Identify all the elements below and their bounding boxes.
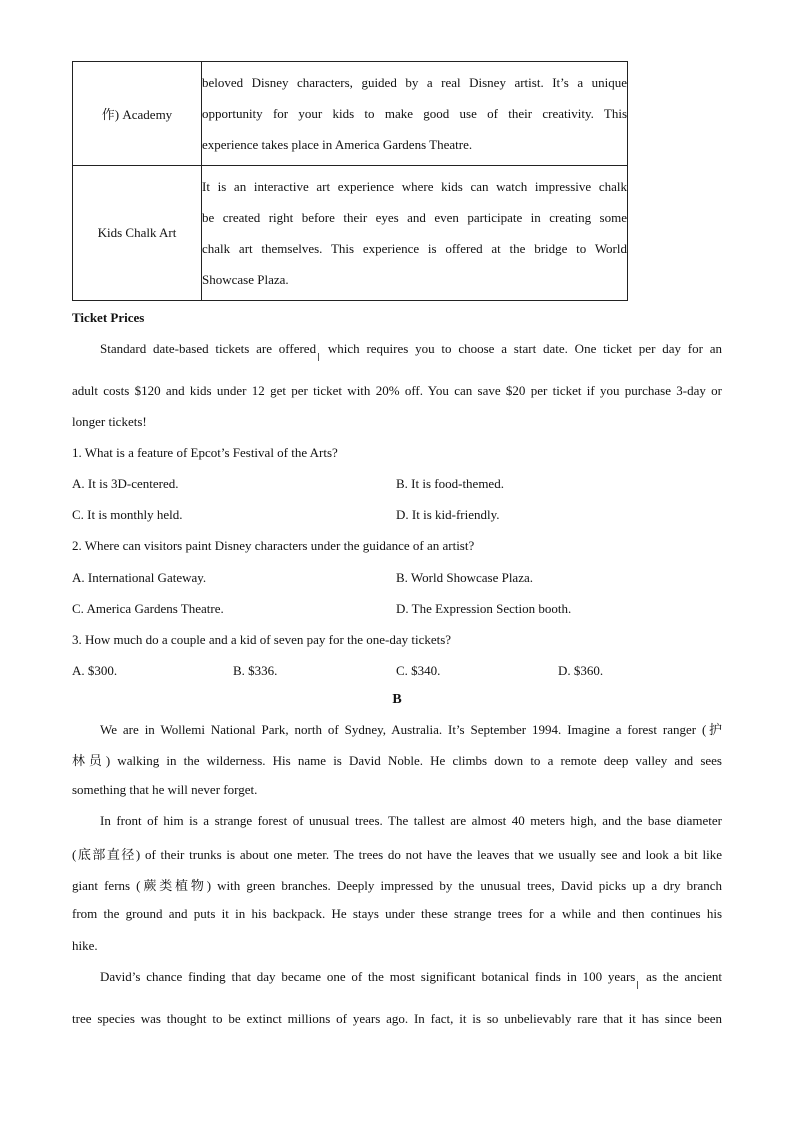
- passage-line: hike.: [72, 938, 98, 953]
- description-line: experience takes place in America Gardens Theatre.: [202, 137, 473, 152]
- passage-line: something that he will never forget.: [72, 782, 258, 797]
- passage-line-part: as the ancient: [646, 969, 723, 984]
- ticket-paragraph-line: [72, 341, 722, 361]
- answer-option: C. $340.: [396, 663, 441, 678]
- passage-line: giant ferns (蕨类植物) with green branches. Deeply impressed by the unusual trees, David picks up a dry branch: [72, 878, 722, 893]
- passage-line: In front of him is a strange forest of unusual trees. The tallest are almost 40 meters high, and the base diameter: [100, 813, 722, 828]
- event-name-cell: 作) Academy: [73, 62, 202, 166]
- ticket-prices-heading: Ticket Prices: [72, 310, 145, 325]
- description-line: It is an interactive art experience where kids can watch impressive chalk: [202, 179, 627, 194]
- ticket-paragraph-line: adult costs $120 and kids under 12 get per ticket with 20% off. You can save $20 per ticket if you purchase 3-day or: [72, 383, 722, 398]
- question-stem: 2. Where can visitors paint Disney characters under the guidance of an artist?: [72, 538, 475, 553]
- answer-option: A. It is 3D-centered.: [72, 476, 179, 491]
- table-row: [73, 166, 628, 301]
- event-description-cell: [202, 166, 628, 301]
- answer-option: C. It is monthly held.: [72, 507, 183, 522]
- answer-option: B. $336.: [233, 663, 278, 678]
- description-line: beloved Disney characters, guided by a real Disney artist. It’s a unique: [202, 75, 627, 90]
- passage-line: [72, 969, 722, 989]
- passage-line-part: David’s chance finding that day became one of the most significant botanical finds in 100 years: [100, 969, 636, 984]
- table-row: [73, 62, 628, 166]
- question-stem: 1. What is a feature of Epcot’s Festival of the Arts?: [72, 445, 338, 460]
- question-stem: 3. How much do a couple and a kid of seven pay for the one-day tickets?: [72, 632, 452, 647]
- answer-option: A. International Gateway.: [72, 570, 207, 585]
- events-table: [72, 61, 628, 301]
- description-line: chalk art themselves. This experience is offered at the bridge to World: [202, 241, 627, 256]
- ticket-line-part: Standard date-based tickets are offered: [100, 341, 317, 356]
- answer-option: B. It is food-themed.: [396, 476, 504, 491]
- ticket-paragraph-line: longer tickets!: [72, 414, 147, 429]
- event-description-cell: [202, 62, 628, 166]
- passage-line: tree species was thought to be extinct millions of years ago. In fact, it is so unbelievably rare that it has since been: [72, 1011, 722, 1026]
- description-line: opportunity for your kids to make good use of their creativity. This: [202, 106, 627, 121]
- passage-line: (底部直径) of their trunks is about one meter. The trees do not have the leaves that we usually see and look a bit like: [72, 847, 722, 862]
- comma-mark: [318, 353, 319, 361]
- answer-option: C. America Gardens Theatre.: [72, 601, 224, 616]
- description-line: be created right before their eyes and even participate in creating some: [202, 210, 627, 225]
- description-line: Showcase Plaza.: [202, 272, 289, 287]
- comma-mark: [637, 981, 638, 989]
- answer-option: D. The Expression Section booth.: [396, 601, 572, 616]
- ticket-line-part: which requires you to choose a start date. One ticket per day for an: [327, 341, 722, 356]
- answer-option: A. $300.: [72, 663, 118, 678]
- passage-line: from the ground and puts it in his backpack. He stays under these strange trees for a while and then continues his: [72, 906, 722, 921]
- section-b-heading: B: [392, 692, 402, 707]
- answer-option: B. World Showcase Plaza.: [396, 570, 533, 585]
- passage-line: 林员) walking in the wilderness. His name is David Noble. He climbs down to a remote deep valley and sees: [72, 753, 722, 768]
- passage-line: We are in Wollemi National Park, north of Sydney, Australia. It’s September 1994. Imagine a forest ranger (护: [100, 722, 722, 737]
- event-name-cell: Kids Chalk Art: [73, 166, 202, 301]
- answer-option: D. It is kid-friendly.: [396, 507, 500, 522]
- answer-option: D. $360.: [558, 663, 604, 678]
